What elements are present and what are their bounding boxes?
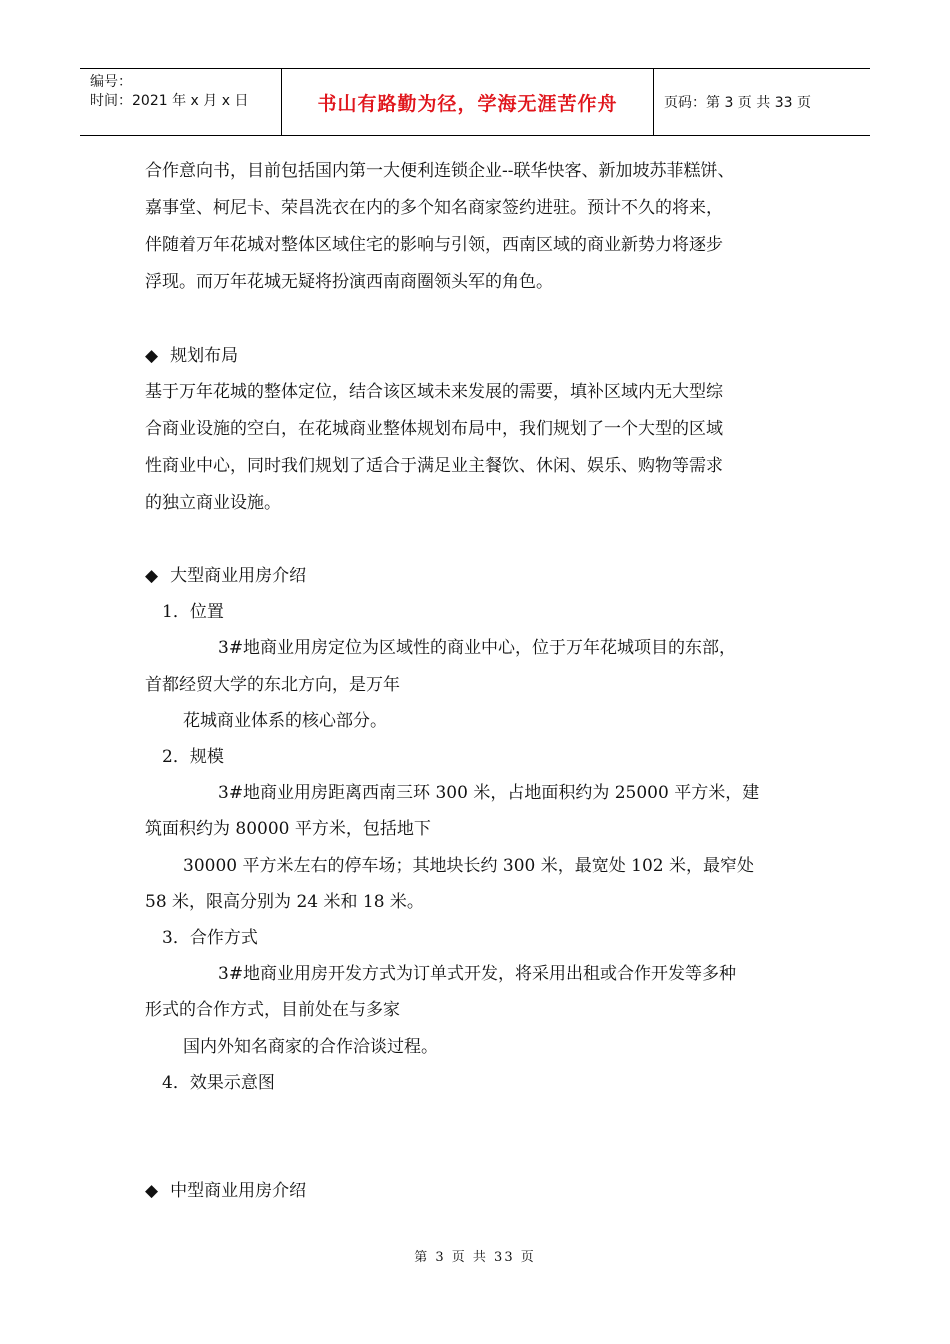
- section-3-line-3: 国内外知名商家的合作洽谈过程。: [183, 1037, 438, 1057]
- header-motto: 书山有路勤为径，学海无涯苦作舟: [282, 69, 654, 135]
- header-date: 时间：2021 年 x 月 x 日: [90, 93, 249, 109]
- section-1-title: 1．位置: [162, 602, 224, 622]
- section-1-line-2: 首都经贸大学的东北方向，是万年: [145, 675, 400, 695]
- section-3-title: 3．合作方式: [162, 928, 258, 948]
- section-3-line-1: 3#地商业用房开发方式为订单式开发，将采用出租或合作开发等多种: [218, 964, 737, 984]
- header-page-info: 页码：第 3 页 共 33 页: [664, 95, 811, 111]
- planning-line-4: 的独立商业设施。: [145, 493, 281, 513]
- section-1-line-3: 花城商业体系的核心部分。: [183, 711, 387, 731]
- intro-line-1: 合作意向书，目前包括国内第一大便利连锁企业--联华快客、新加坡苏菲糕饼、: [145, 161, 735, 181]
- section-1-line-1: 3#地商业用房定位为区域性的商业中心，位于万年花城项目的东部，: [218, 638, 737, 658]
- section-4-title: 4．效果示意图: [162, 1073, 275, 1093]
- intro-line-4: 浮现。而万年花城无疑将扮演西南商圈领头军的角色。: [145, 272, 553, 292]
- medium-commercial-heading: [145, 1179, 306, 1203]
- section-2-line-3: 30000 平方米左右的停车场；其地块长约 300 米，最宽处 102 米，最窄处: [183, 856, 754, 876]
- intro-line-3: 伴随着万年花城对整体区域住宅的影响与引领，西南区域的商业新势力将逐步: [145, 235, 723, 255]
- header-meta: [80, 69, 282, 135]
- intro-line-2: 嘉事堂、柯尼卡、荣昌洗衣在内的多个知名商家签约进驻。预计不久的将来，: [145, 198, 723, 218]
- planning-heading-text: 规划布局: [170, 346, 239, 366]
- medium-heading-text: 中型商业用房介绍: [170, 1181, 307, 1201]
- page-footer: 第 3 页 共 33 页: [414, 1250, 536, 1265]
- section-2-line-4: 58 米，限高分别为 24 米和 18 米。: [145, 892, 424, 912]
- diamond-bullet-icon: ◆: [145, 346, 159, 366]
- section-2-title: 2．规模: [162, 747, 224, 767]
- page-header: [80, 68, 870, 136]
- planning-heading: [145, 344, 238, 368]
- large-heading-text: 大型商业用房介绍: [170, 566, 307, 586]
- planning-line-2: 合商业设施的空白，在花城商业整体规划布局中，我们规划了一个大型的区域: [145, 419, 723, 439]
- diamond-bullet-icon: ◆: [145, 566, 159, 586]
- header-number: 编号：: [90, 74, 132, 90]
- section-3-line-2: 形式的合作方式，目前处在与多家: [145, 1000, 400, 1020]
- section-2-line-2: 筑面积约为 80000 平方米，包括地下: [145, 819, 431, 839]
- large-commercial-heading: [145, 564, 306, 588]
- section-2-line-1: 3#地商业用房距离西南三环 300 米，占地面积约为 25000 平方米，建: [218, 783, 760, 803]
- planning-line-3: 性商业中心，同时我们规划了适合于满足业主餐饮、休闲、娱乐、购物等需求: [145, 456, 723, 476]
- diamond-bullet-icon: ◆: [145, 1181, 159, 1201]
- planning-line-1: 基于万年花城的整体定位，结合该区域未来发展的需要，填补区域内无大型综: [145, 382, 723, 402]
